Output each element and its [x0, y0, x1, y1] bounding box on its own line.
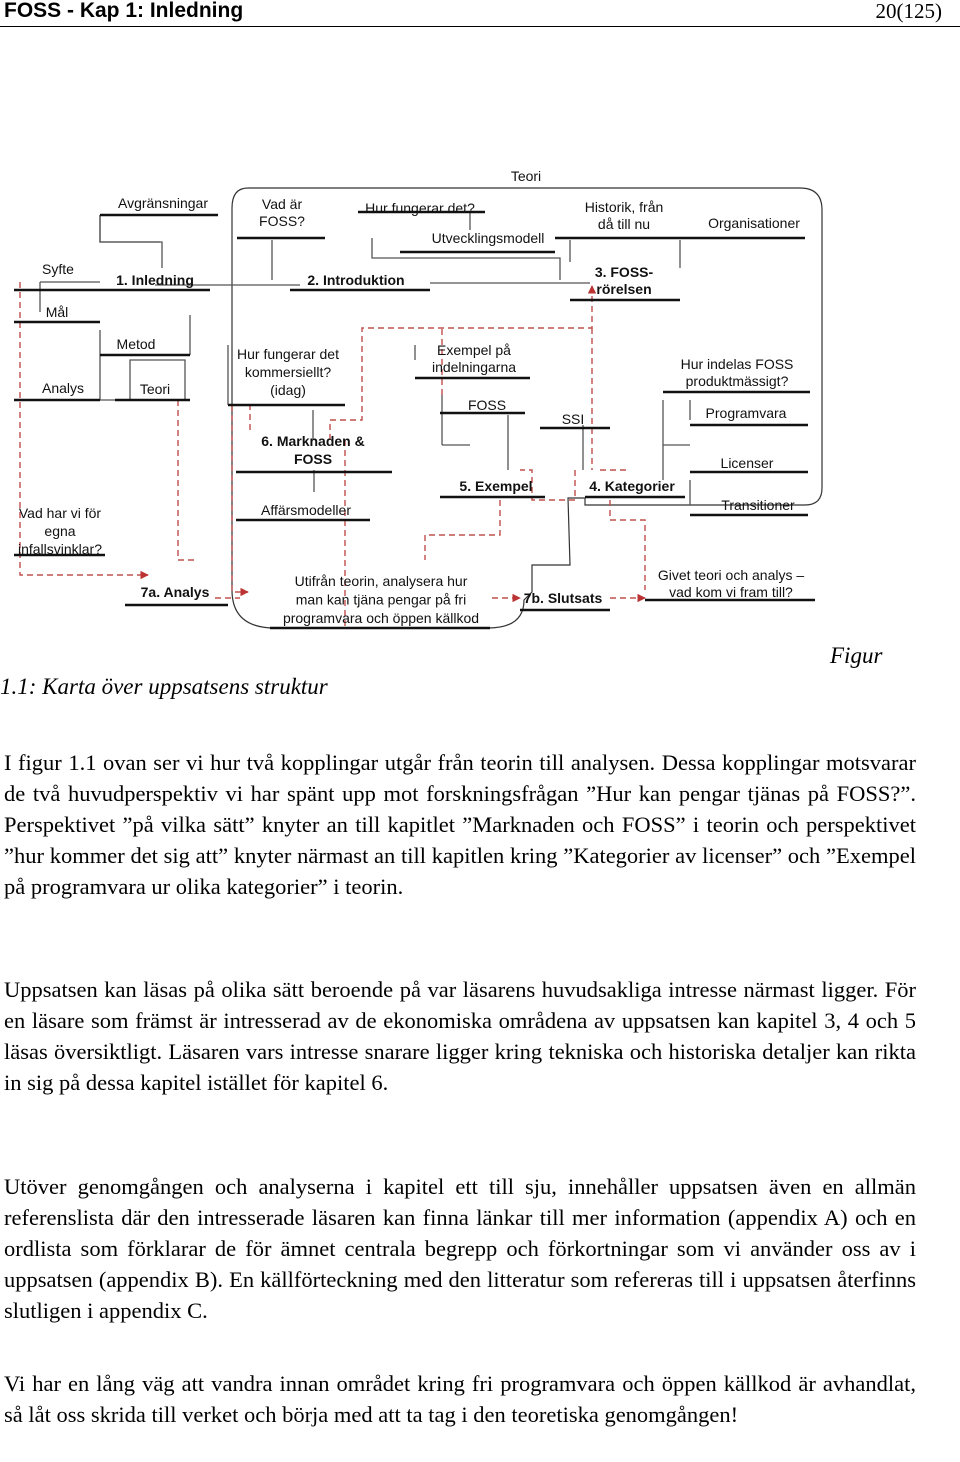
caption-text: 1.1: Karta över uppsatsens struktur [0, 674, 328, 699]
chapter-kategorier: 4. Kategorier [589, 478, 675, 494]
label-foss: FOSS [467, 397, 507, 413]
paragraph-4: Vi har en lång väg att vandra innan området kring fri programvara och öppen källkod är avhandlat, så låt oss skrida till verket och börja med att ta tag i den teoretiska genomgången! [4, 1371, 916, 1427]
label-analys: Analys [41, 380, 85, 396]
label-vad-ar-foss: Vad är FOSS? [259, 196, 305, 229]
label-licenser: Licenser [720, 455, 774, 471]
teori-region-label: Teori [510, 168, 542, 184]
page-header [0, 0, 960, 27]
diagram-labels [18, 195, 804, 626]
chapter-fossrorelsen: 3. FOSS-rörelsen [594, 264, 654, 297]
label-syfte: Syfte [42, 261, 74, 277]
chapter-marknaden: 6. Marknaden & FOSS [261, 433, 365, 467]
label-historik: Historik, från då till nu [584, 199, 664, 232]
chapter-introduktion: 2. Introduktion [307, 272, 405, 288]
label-ssi: SSI [561, 411, 585, 427]
chapter-slutsats-7b: 7b. Slutsats [523, 590, 603, 606]
paragraph-3: Utöver genomgången och analyserna i kapitel ett till sju, innehåller uppsatsen även en allmän referenslista där den intresserade läsaren kan finna länkar till mer information (appendix A) och en ordlista som förklarar de för ämnet centrala begrepp och förkortningar som vi använder oss av i uppsatsen (appendix B). En källförteckning med den litteratur som refereras till i uppsatsen återfinns slutligen i appendix C. [4, 1174, 916, 1323]
paragraph-1: I figur 1.1 ovan ser vi hur två kopplingar utgår från teorin till analysen. Dessa kopplingar motsvarar de två huvudperspektiv vi har spänt upp mot forskningsfrågan ”Hur kan pengar tjänas på FOSS?”. Perspektivet ”på vilka sätt” knyter an till kapitlet ”Marknaden och FOSS” i teorin och perspektivet ”hur kommer det sig att” knyter närmast an till kapitlen kring ”Kategorier av licenser” och ”Exempel på programvara ur olika kategorier” i teorin. [4, 750, 916, 899]
label-transitioner: Transitioner [721, 497, 795, 513]
chapter-inledning: 1. Inledning [116, 272, 194, 288]
label-hur-fungerar-det: Hur fungerar det? [365, 200, 475, 216]
label-utifran: Utifrån teorin, analysera hur man kan tjäna pengar på fri programvara och öppen källkod [282, 573, 480, 626]
paragraph-2: Uppsatsen kan läsas på olika sätt beroende på var läsarens huvudsakliga intresse närmast ligger. För en läsare som främst är intresserad av de ekonomiska områdena av uppsatsen kan kapitel 3, 4 och 5 läsas översiktligt. Läsaren vars intresse snarare ligger kring tekniska och historiska detaljer kan rikta in sig på dessa kapitel istället för kapitel 6. [4, 977, 916, 1095]
label-avgransningar: Avgränsningar [117, 195, 209, 211]
label-programvara: Programvara [705, 405, 787, 421]
label-metod: Metod [116, 336, 156, 352]
header-page-number: 20(125) [875, 0, 942, 23]
structure-map-diagram [0, 150, 960, 630]
label-mal: Mål [45, 304, 69, 320]
label-utvecklingsmodell: Utvecklingsmodell [431, 230, 545, 246]
label-affarsmodeller: Affärsmodeller [260, 502, 352, 518]
label-hur-fungerar-kommersiellt: Hur fungerar det kommersiellt? (idag) [237, 346, 339, 398]
label-vad-har-vi: Vad har vi för egna infallsvinklar? [17, 505, 103, 557]
header-title: FOSS - Kap 1: Inledning [4, 0, 244, 22]
label-hur-indelas: Hur indelas FOSS produktmässigt? [680, 356, 794, 389]
chapter-analys-7a: 7a. Analys [140, 584, 210, 600]
caption-figur: Figur [830, 643, 883, 668]
label-organisationer: Organisationer [708, 215, 800, 231]
label-givet-teori: Givet teori och analys – vad kom vi fram till? [657, 567, 805, 600]
label-exempel-pa-indelningarna: Exempel på indelningarna [431, 342, 517, 375]
chapter-exempel: 5. Exempel [459, 478, 533, 494]
label-teori: Teori [139, 381, 171, 397]
